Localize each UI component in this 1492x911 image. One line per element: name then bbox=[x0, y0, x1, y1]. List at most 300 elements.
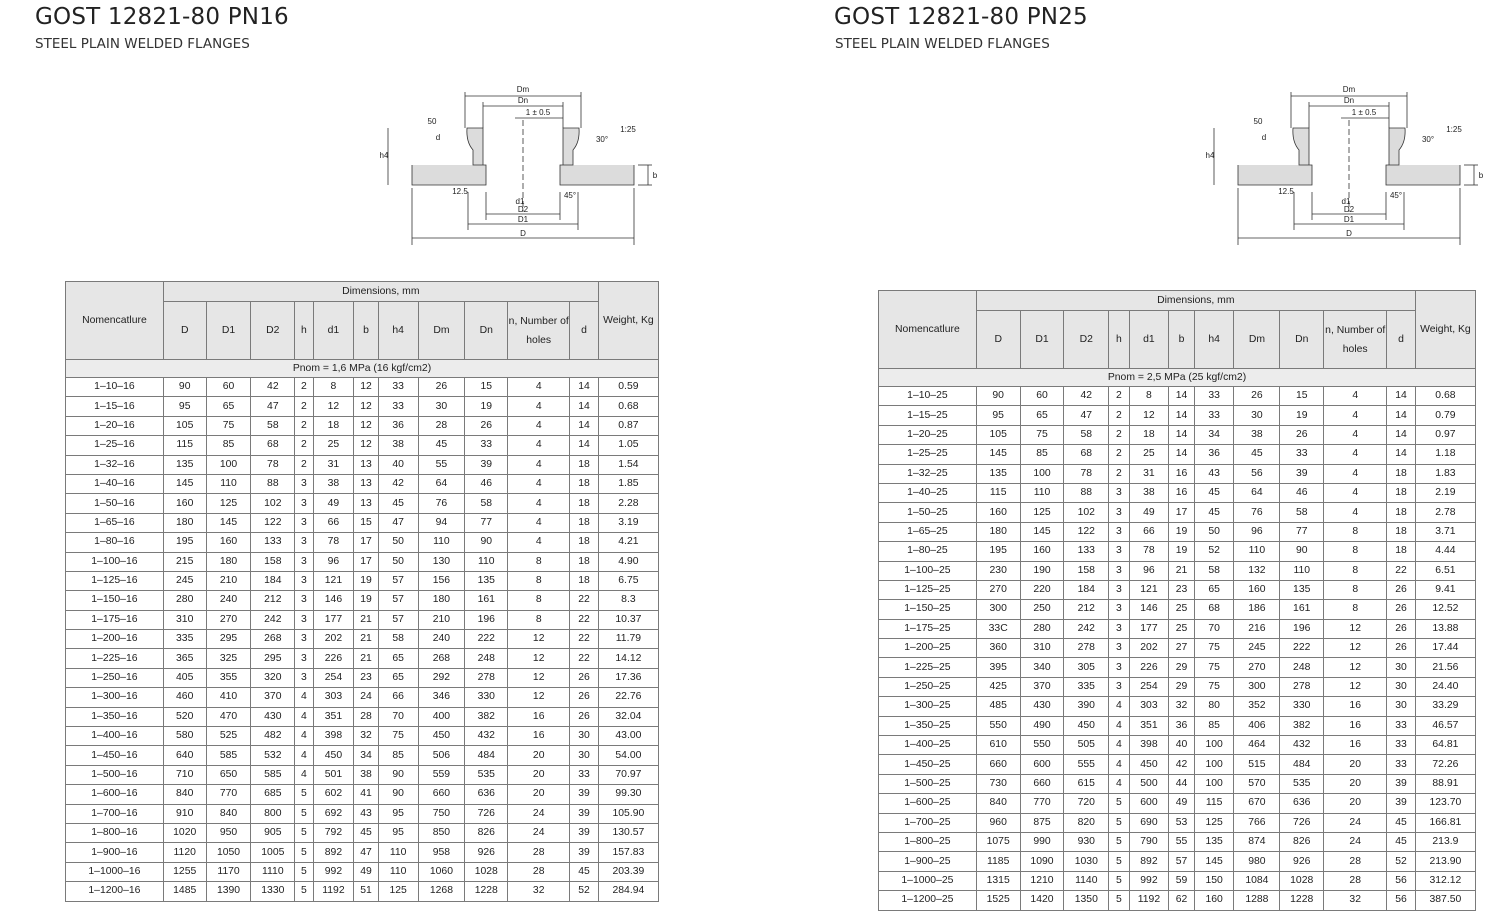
table-cell: 160 bbox=[976, 503, 1020, 522]
table-cell: 100 bbox=[1020, 464, 1064, 483]
table-cell: 1084 bbox=[1234, 871, 1280, 890]
table-cell: 85 bbox=[378, 746, 418, 765]
table-cell: 3 bbox=[295, 571, 313, 590]
col-d1: d1 bbox=[1129, 311, 1169, 369]
table-cell: 926 bbox=[1280, 852, 1324, 871]
table-cell: 1–50–25 bbox=[879, 503, 977, 522]
table-cell: 59 bbox=[1169, 871, 1194, 890]
table-cell: 1.85 bbox=[598, 474, 658, 493]
table-cell: 57 bbox=[378, 571, 418, 590]
table-cell: 39 bbox=[1280, 464, 1324, 483]
col-group-dimensions: Dimensions, mm bbox=[976, 291, 1415, 311]
table-cell: 1170 bbox=[206, 862, 251, 881]
table-cell: 22 bbox=[1387, 561, 1416, 580]
table-cell: 5 bbox=[295, 823, 313, 842]
table-cell: 110 bbox=[1234, 542, 1280, 561]
table-cell: 46 bbox=[465, 474, 508, 493]
table-cell: 18 bbox=[570, 552, 599, 571]
table-cell: 45 bbox=[1387, 832, 1416, 851]
table-cell: 28 bbox=[1324, 871, 1387, 890]
table-cell: 8 bbox=[508, 610, 570, 629]
table-cell: 2 bbox=[295, 397, 313, 416]
table-row bbox=[66, 804, 659, 823]
table-row bbox=[879, 658, 1476, 677]
table-cell: 160 bbox=[1194, 891, 1234, 910]
table-cell: 1.05 bbox=[598, 436, 658, 455]
table-cell: 5 bbox=[1109, 891, 1129, 910]
table-cell: 874 bbox=[1234, 832, 1280, 851]
table-cell: 0.68 bbox=[1415, 387, 1475, 406]
table-cell: 4 bbox=[508, 397, 570, 416]
left-label-angle45: 45° bbox=[563, 191, 577, 200]
table-cell: 19 bbox=[1280, 406, 1324, 425]
table-cell: 58 bbox=[251, 416, 295, 435]
table-cell: 100 bbox=[1194, 755, 1234, 774]
table-cell: 9.41 bbox=[1415, 580, 1475, 599]
table-cell: 1–100–16 bbox=[66, 552, 164, 571]
table-cell: 102 bbox=[1064, 503, 1109, 522]
table-cell: 38 bbox=[313, 474, 354, 493]
table-cell: 133 bbox=[1064, 542, 1109, 561]
table-cell: 2 bbox=[295, 416, 313, 435]
table-cell: 24 bbox=[508, 804, 570, 823]
table-cell: 30 bbox=[570, 727, 599, 746]
table-cell: 4 bbox=[1324, 445, 1387, 464]
table-cell: 5 bbox=[1109, 832, 1129, 851]
table-cell: 636 bbox=[1280, 794, 1324, 813]
table-cell: 65 bbox=[206, 397, 251, 416]
table-cell: 1–225–25 bbox=[879, 658, 977, 677]
table-cell: 29 bbox=[1169, 658, 1194, 677]
table-cell: 425 bbox=[976, 677, 1020, 696]
table-cell: 14 bbox=[1169, 445, 1194, 464]
table-cell: 800 bbox=[251, 804, 295, 823]
table-cell: 45 bbox=[1387, 813, 1416, 832]
table-cell: 950 bbox=[206, 823, 251, 842]
table-cell: 122 bbox=[1064, 522, 1109, 541]
table-cell: 115 bbox=[163, 436, 206, 455]
table-cell: 1–450–25 bbox=[879, 755, 977, 774]
table-cell: 64 bbox=[418, 474, 465, 493]
table-row bbox=[879, 406, 1476, 425]
table-cell: 28 bbox=[1324, 852, 1387, 871]
table-cell: 2 bbox=[295, 378, 313, 397]
table-cell: 17.44 bbox=[1415, 639, 1475, 658]
table-cell: 351 bbox=[1129, 716, 1169, 735]
table-cell: 600 bbox=[1020, 755, 1064, 774]
table-cell: 485 bbox=[976, 697, 1020, 716]
table-cell: 110 bbox=[206, 474, 251, 493]
table-cell: 10.37 bbox=[598, 610, 658, 629]
table-cell: 930 bbox=[1064, 832, 1109, 851]
table-cell: 501 bbox=[313, 765, 354, 784]
table-cell: 3 bbox=[295, 533, 313, 552]
table-cell: 0.59 bbox=[598, 378, 658, 397]
table-cell: 14 bbox=[570, 397, 599, 416]
table-cell: 100 bbox=[206, 455, 251, 474]
table-cell: 4.21 bbox=[598, 533, 658, 552]
table-row bbox=[879, 891, 1476, 910]
table-cell: 875 bbox=[1020, 813, 1064, 832]
table-cell: 135 bbox=[465, 571, 508, 590]
col-h: h bbox=[1109, 311, 1129, 369]
table-cell: 32 bbox=[1324, 891, 1387, 910]
table-cell: 400 bbox=[418, 707, 465, 726]
table-cell: 1–800–16 bbox=[66, 823, 164, 842]
col-Dm: Dm bbox=[1234, 311, 1280, 369]
col-nomenclature: Nomencatlure bbox=[879, 291, 977, 369]
table-cell: 8 bbox=[1324, 522, 1387, 541]
table-cell: 430 bbox=[1020, 697, 1064, 716]
table-cell: 1–800–25 bbox=[879, 832, 977, 851]
table-cell: 26 bbox=[570, 707, 599, 726]
table-cell: 216 bbox=[1234, 619, 1280, 638]
table-cell: 226 bbox=[313, 649, 354, 668]
table-cell: 992 bbox=[1129, 871, 1169, 890]
table-cell: 19 bbox=[354, 571, 378, 590]
table-cell: 1315 bbox=[976, 871, 1020, 890]
table-cell: 23 bbox=[354, 668, 378, 687]
table-cell: 4 bbox=[1324, 464, 1387, 483]
table-cell: 1050 bbox=[206, 843, 251, 862]
col-Dn: Dn bbox=[465, 302, 508, 360]
table-cell: 184 bbox=[251, 571, 295, 590]
table-cell: 100 bbox=[1194, 736, 1234, 755]
table-cell: 220 bbox=[1020, 580, 1064, 599]
table-cell: 387.50 bbox=[1415, 891, 1475, 910]
left-label-rough50: 50 bbox=[427, 117, 437, 126]
right-label-Dn: Dn bbox=[1343, 96, 1355, 105]
table-cell: 28 bbox=[354, 707, 378, 726]
table-cell: 3 bbox=[1109, 483, 1129, 502]
table-cell: 2 bbox=[1109, 406, 1129, 425]
table-cell: 145 bbox=[1194, 852, 1234, 871]
table-cell: 150 bbox=[1194, 871, 1234, 890]
pressure-row: Pnom = 2,5 MPa (25 kgf/cm2) bbox=[879, 369, 1476, 387]
table-cell: 39 bbox=[570, 785, 599, 804]
table-cell: 19 bbox=[1169, 542, 1194, 561]
table-cell: 3 bbox=[295, 649, 313, 668]
table-cell: 222 bbox=[465, 630, 508, 649]
table-cell: 54.00 bbox=[598, 746, 658, 765]
table-cell: 278 bbox=[1064, 639, 1109, 658]
table-cell: 1288 bbox=[1234, 891, 1280, 910]
table-cell: 203.39 bbox=[598, 862, 658, 881]
table-cell: 12 bbox=[354, 416, 378, 435]
table-row bbox=[66, 630, 659, 649]
table-cell: 75 bbox=[206, 416, 251, 435]
table-cell: 88.91 bbox=[1415, 774, 1475, 793]
table-cell: 268 bbox=[251, 630, 295, 649]
table-cell: 33 bbox=[1387, 716, 1416, 735]
table-cell: 12 bbox=[354, 436, 378, 455]
table-cell: 26 bbox=[1387, 619, 1416, 638]
table-cell: 330 bbox=[465, 688, 508, 707]
table-cell: 28 bbox=[418, 416, 465, 435]
table-cell: 33 bbox=[378, 397, 418, 416]
table-cell: 47 bbox=[354, 843, 378, 862]
table-cell: 1–65–16 bbox=[66, 513, 164, 532]
table-cell: 18 bbox=[1387, 522, 1416, 541]
table-cell: 30 bbox=[1387, 677, 1416, 696]
table-cell: 42 bbox=[1169, 755, 1194, 774]
table-cell: 39 bbox=[1387, 774, 1416, 793]
table-cell: 53 bbox=[1169, 813, 1194, 832]
table-cell: 3 bbox=[295, 494, 313, 513]
table-cell: 395 bbox=[976, 658, 1020, 677]
table-cell: 670 bbox=[1234, 794, 1280, 813]
table-cell: 8 bbox=[1129, 387, 1169, 406]
table-cell: 135 bbox=[1280, 580, 1324, 599]
table-cell: 196 bbox=[1280, 619, 1324, 638]
table-cell: 0.79 bbox=[1415, 406, 1475, 425]
table-cell: 65 bbox=[1194, 580, 1234, 599]
table-cell: 20 bbox=[1324, 774, 1387, 793]
table-cell: 482 bbox=[251, 727, 295, 746]
table-row bbox=[879, 445, 1476, 464]
table-cell: 26 bbox=[1234, 387, 1280, 406]
table-cell: 484 bbox=[1280, 755, 1324, 774]
table-cell: 1485 bbox=[163, 882, 206, 901]
table-cell: 3 bbox=[295, 630, 313, 649]
table-row bbox=[879, 561, 1476, 580]
table-cell: 1330 bbox=[251, 882, 295, 901]
table-cell: 22 bbox=[570, 591, 599, 610]
table-cell: 1–65–25 bbox=[879, 522, 977, 541]
table-cell: 515 bbox=[1234, 755, 1280, 774]
table-cell: 295 bbox=[206, 630, 251, 649]
table-row bbox=[879, 871, 1476, 890]
right-page-title: GOST 12821-80 PN25 bbox=[834, 4, 1088, 30]
table-cell: 12 bbox=[508, 630, 570, 649]
table-cell: 110 bbox=[1020, 483, 1064, 502]
table-cell: 1–20–25 bbox=[879, 425, 977, 444]
table-cell: 57 bbox=[378, 610, 418, 629]
table-row bbox=[66, 513, 659, 532]
table-cell: 1–80–25 bbox=[879, 542, 977, 561]
table-cell: 730 bbox=[976, 774, 1020, 793]
table-cell: 692 bbox=[313, 804, 354, 823]
table-cell: 535 bbox=[1280, 774, 1324, 793]
table-cell: 1525 bbox=[976, 891, 1020, 910]
table-cell: 905 bbox=[251, 823, 295, 842]
table-cell: 180 bbox=[976, 522, 1020, 541]
table-cell: 39 bbox=[1387, 794, 1416, 813]
table-cell: 3 bbox=[1109, 580, 1129, 599]
table-cell: 1030 bbox=[1064, 852, 1109, 871]
table-cell: 5 bbox=[1109, 813, 1129, 832]
table-row bbox=[66, 688, 659, 707]
table-row bbox=[66, 610, 659, 629]
table-cell: 26 bbox=[1387, 600, 1416, 619]
table-row bbox=[879, 774, 1476, 793]
table-cell: 370 bbox=[1020, 677, 1064, 696]
left-table-body bbox=[66, 378, 659, 902]
table-cell: 195 bbox=[163, 533, 206, 552]
table-cell: 18 bbox=[570, 455, 599, 474]
table-cell: 19 bbox=[1169, 522, 1194, 541]
table-cell: 910 bbox=[163, 804, 206, 823]
table-row bbox=[66, 436, 659, 455]
table-cell: 3 bbox=[1109, 503, 1129, 522]
table-row bbox=[66, 746, 659, 765]
table-cell: 44 bbox=[1169, 774, 1194, 793]
table-cell: 38 bbox=[1234, 425, 1280, 444]
table-cell: 45 bbox=[570, 862, 599, 881]
table-cell: 16 bbox=[508, 707, 570, 726]
table-cell: 46 bbox=[1280, 483, 1324, 502]
table-cell: 240 bbox=[206, 591, 251, 610]
table-cell: 532 bbox=[251, 746, 295, 765]
table-cell: 4 bbox=[508, 378, 570, 397]
table-row bbox=[66, 785, 659, 804]
table-cell: 4 bbox=[1324, 425, 1387, 444]
table-cell: 1–400–16 bbox=[66, 727, 164, 746]
table-cell: 18 bbox=[570, 571, 599, 590]
table-cell: 790 bbox=[1129, 832, 1169, 851]
table-cell: 1–125–25 bbox=[879, 580, 977, 599]
col-d: d bbox=[1387, 311, 1416, 369]
table-cell: 75 bbox=[1194, 639, 1234, 658]
table-cell: 70 bbox=[378, 707, 418, 726]
table-cell: 125 bbox=[1194, 813, 1234, 832]
pressure-row: Pnom = 1,6 MPa (16 kgf/cm2) bbox=[66, 360, 659, 378]
table-cell: 145 bbox=[163, 474, 206, 493]
table-cell: 432 bbox=[1280, 736, 1324, 755]
table-row bbox=[879, 580, 1476, 599]
table-cell: 90 bbox=[378, 785, 418, 804]
table-cell: 4 bbox=[295, 688, 313, 707]
table-cell: 43 bbox=[354, 804, 378, 823]
table-cell: 158 bbox=[251, 552, 295, 571]
table-cell: 3 bbox=[1109, 619, 1129, 638]
table-cell: 12 bbox=[313, 397, 354, 416]
table-cell: 750 bbox=[418, 804, 465, 823]
table-row bbox=[66, 455, 659, 474]
table-cell: 926 bbox=[465, 843, 508, 862]
table-cell: 20 bbox=[508, 785, 570, 804]
table-cell: 8 bbox=[508, 552, 570, 571]
table-row bbox=[66, 707, 659, 726]
table-cell: 1350 bbox=[1064, 891, 1109, 910]
table-cell: 85 bbox=[206, 436, 251, 455]
table-cell: 325 bbox=[206, 649, 251, 668]
table-cell: 77 bbox=[1280, 522, 1324, 541]
table-cell: 30 bbox=[418, 397, 465, 416]
table-cell: 36 bbox=[378, 416, 418, 435]
table-cell: 1090 bbox=[1020, 852, 1064, 871]
left-label-D2: D2 bbox=[517, 205, 529, 214]
table-cell: 78 bbox=[1129, 542, 1169, 561]
table-cell: 1268 bbox=[418, 882, 465, 901]
table-row bbox=[879, 619, 1476, 638]
table-cell: 22 bbox=[570, 649, 599, 668]
table-cell: 55 bbox=[418, 455, 465, 474]
table-cell: 770 bbox=[1020, 794, 1064, 813]
table-cell: 56 bbox=[1387, 871, 1416, 890]
table-cell: 12 bbox=[1324, 677, 1387, 696]
table-cell: 685 bbox=[251, 785, 295, 804]
table-cell: 56 bbox=[1387, 891, 1416, 910]
table-row bbox=[66, 823, 659, 842]
table-cell: 202 bbox=[1129, 639, 1169, 658]
right-label-d: d bbox=[1261, 133, 1267, 142]
left-page-subtitle: STEEL PLAIN WELDED FLANGES bbox=[35, 36, 250, 52]
table-cell: 34 bbox=[354, 746, 378, 765]
table-cell: 1–100–25 bbox=[879, 561, 977, 580]
table-cell: 1–225–16 bbox=[66, 649, 164, 668]
table-cell: 21 bbox=[354, 649, 378, 668]
table-cell: 4 bbox=[1109, 697, 1129, 716]
table-cell: 16 bbox=[1324, 736, 1387, 755]
table-cell: 115 bbox=[1194, 794, 1234, 813]
table-row bbox=[66, 727, 659, 746]
table-cell: 14 bbox=[570, 378, 599, 397]
table-cell: 42 bbox=[378, 474, 418, 493]
table-cell: 40 bbox=[1169, 736, 1194, 755]
table-cell: 184 bbox=[1064, 580, 1109, 599]
table-cell: 30 bbox=[1234, 406, 1280, 425]
table-cell: 24 bbox=[1324, 813, 1387, 832]
left-label-D1: D1 bbox=[517, 215, 529, 224]
right-label-Dm: Dm bbox=[1342, 85, 1356, 94]
table-cell: 57 bbox=[1169, 852, 1194, 871]
left-label-D: D bbox=[520, 229, 526, 238]
table-cell: 36 bbox=[1194, 445, 1234, 464]
table-cell: 11.79 bbox=[598, 630, 658, 649]
table-cell: 726 bbox=[1280, 813, 1324, 832]
table-cell: 303 bbox=[1129, 697, 1169, 716]
table-cell: 32.04 bbox=[598, 707, 658, 726]
table-cell: 3 bbox=[295, 591, 313, 610]
table-cell: 65 bbox=[1020, 406, 1064, 425]
table-cell: 1–150–25 bbox=[879, 600, 977, 619]
table-cell: 58 bbox=[1280, 503, 1324, 522]
table-cell: 31 bbox=[313, 455, 354, 474]
table-cell: 125 bbox=[1020, 503, 1064, 522]
table-cell: 52 bbox=[1194, 542, 1234, 561]
table-cell: 76 bbox=[1234, 503, 1280, 522]
table-cell: 636 bbox=[465, 785, 508, 804]
table-cell: 1–10–16 bbox=[66, 378, 164, 397]
table-cell: 85 bbox=[1020, 445, 1064, 464]
table-cell: 2 bbox=[1109, 387, 1129, 406]
table-cell: 132 bbox=[1234, 561, 1280, 580]
table-cell: 20 bbox=[1324, 794, 1387, 813]
table-cell: 123.70 bbox=[1415, 794, 1475, 813]
table-row bbox=[879, 813, 1476, 832]
table-cell: 14 bbox=[1387, 406, 1416, 425]
table-cell: 355 bbox=[206, 668, 251, 687]
table-cell: 122 bbox=[251, 513, 295, 532]
table-cell: 43 bbox=[1194, 464, 1234, 483]
table-cell: 158 bbox=[1064, 561, 1109, 580]
table-cell: 45 bbox=[1194, 483, 1234, 502]
table-cell: 1140 bbox=[1064, 871, 1109, 890]
table-cell: 212 bbox=[251, 591, 295, 610]
col-D2: D2 bbox=[251, 302, 295, 360]
table-cell: 3 bbox=[295, 513, 313, 532]
table-cell: 4.90 bbox=[598, 552, 658, 571]
table-row bbox=[879, 425, 1476, 444]
table-cell: 278 bbox=[465, 668, 508, 687]
table-cell: 610 bbox=[976, 736, 1020, 755]
table-cell: 3 bbox=[295, 474, 313, 493]
table-cell: 1–500–25 bbox=[879, 774, 977, 793]
table-cell: 525 bbox=[206, 727, 251, 746]
table-cell: 13 bbox=[354, 474, 378, 493]
table-row bbox=[879, 677, 1476, 696]
